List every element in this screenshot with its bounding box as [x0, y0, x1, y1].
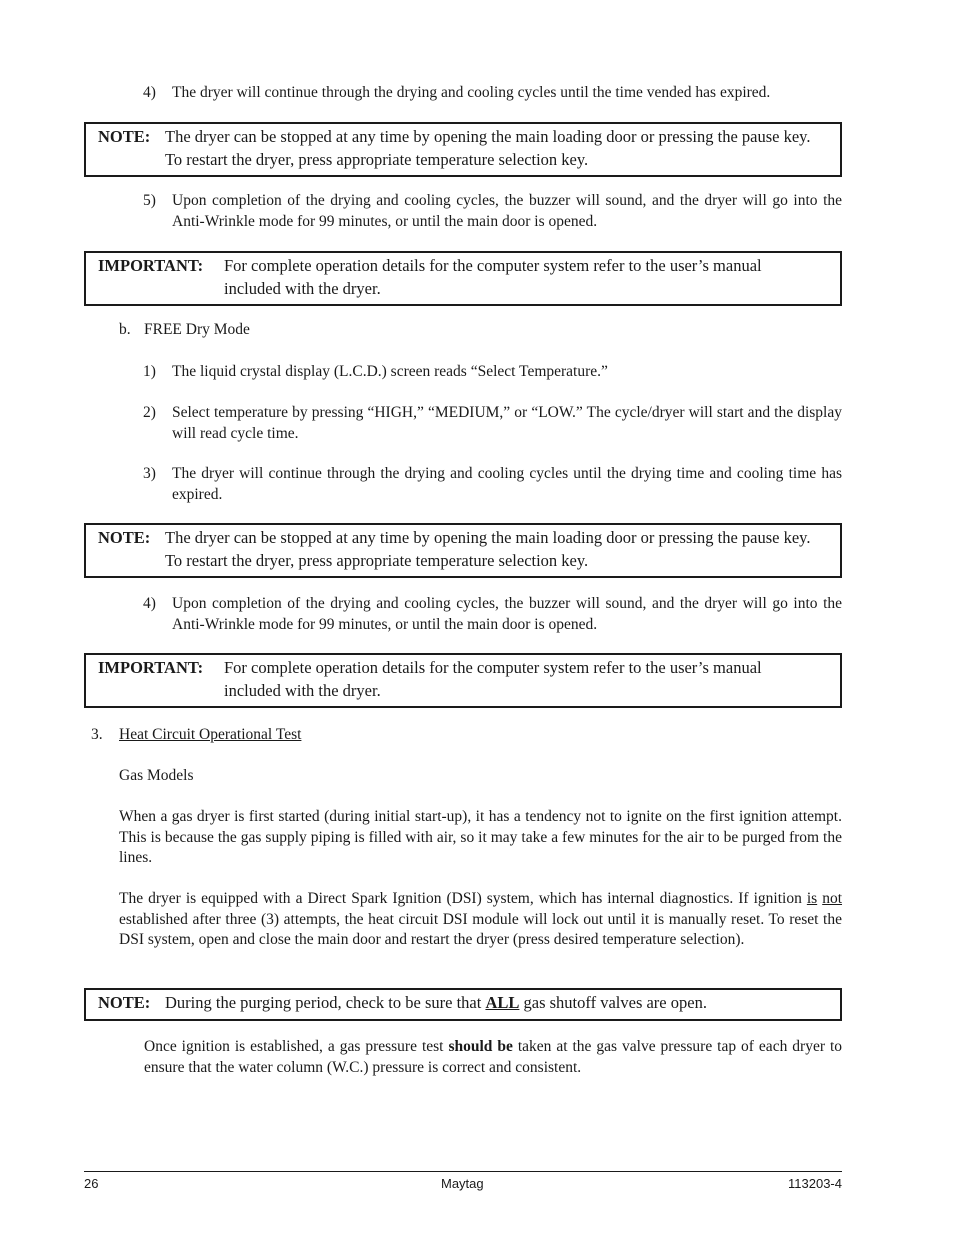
step-text: The dryer will continue through the drying and cooling cycles until the time vended has expired.: [172, 84, 771, 101]
section-number: 3.: [91, 726, 103, 743]
step-number: 5): [143, 192, 156, 209]
page-number: 26: [84, 1176, 99, 1191]
note-text: The dryer can be stopped at any time by opening the main loading door or pressing the pause key. To restart the dryer, press appropriate temperature selection key.: [165, 528, 811, 570]
important-text: For complete operation details for the computer system refer to the user’s manual included with the dryer.: [224, 658, 762, 700]
paragraph-dsi: The dryer is equipped with a Direct Spark Ignition (DSI) system, which has internal diagnostics. If ignition is not established after three (3) attempts, the heat circuit DSI module will lock out until it is manually reset. To reset the DSI system, open and close the main door and restart the dryer (press desired temperature selection).: [119, 890, 843, 948]
section-letter: b.: [119, 321, 131, 338]
paragraph-gas-pressure: Once ignition is established, a gas pressure test should be taken at the gas valve pressure tap of each dryer to ensure that the water column (W.C.) pressure is correct and consistent.: [144, 1038, 843, 1076]
footer-rule: [84, 1171, 842, 1172]
subheading-gas-models: Gas Models: [119, 767, 194, 784]
step-number: 4): [143, 595, 156, 612]
step-text: Upon completion of the drying and cooling cycles, the buzzer will sound, and the dryer will go into the Anti-Wrinkle mode for 99 minutes, or until the main door is opened.: [172, 192, 842, 230]
step-text: Upon completion of the drying and cooling cycles, the buzzer will sound, and the dryer will go into the Anti-Wrinkle mode for 99 minutes, or until the main door is opened.: [172, 595, 842, 633]
note-label: NOTE:: [98, 127, 151, 146]
important-box: [84, 653, 842, 708]
step-number: 1): [143, 363, 156, 380]
important-text: For complete operation details for the computer system refer to the user’s manual included with the dryer.: [224, 256, 762, 298]
note-box: [84, 988, 842, 1021]
emphasis-all: ALL: [485, 993, 520, 1012]
paragraph-purge: When a gas dryer is first started (during initial start-up), it has a tendency not to ignite on the first ignition attempt. This is because the gas supply piping is filled with air, so it may take a few minutes for the air to be purged from the lines.: [119, 808, 842, 866]
step-number: 3): [143, 465, 156, 482]
note-box: [84, 122, 842, 177]
step-text: Select temperature by pressing “HIGH,” “MEDIUM,” or “LOW.” The cycle/dryer will start and the display will read cycle time.: [172, 404, 842, 442]
section-title: Heat Circuit Operational Test: [119, 726, 302, 743]
note-label: NOTE:: [98, 993, 151, 1012]
important-label: IMPORTANT:: [98, 256, 204, 275]
note-text: The dryer can be stopped at any time by opening the main loading door or pressing the pause key. To restart the dryer, press appropriate temperature selection key.: [165, 127, 811, 169]
step-text: The liquid crystal display (L.C.D.) screen reads “Select Temperature.”: [172, 363, 608, 380]
document-number: 113203-4: [788, 1176, 842, 1191]
footer-brand: Maytag: [441, 1176, 484, 1191]
note-box: [84, 523, 842, 578]
section-title: FREE Dry Mode: [144, 321, 250, 338]
emphasis-is: is: [806, 890, 818, 907]
step-number: 2): [143, 404, 156, 421]
step-text: The dryer will continue through the drying and cooling cycles until the drying time and cooling time has expired.: [172, 465, 842, 503]
note-label: NOTE:: [98, 528, 151, 547]
important-box: [84, 251, 842, 306]
note-text: During the purging period, check to be sure that ALL gas shutoff valves are open.: [165, 993, 707, 1012]
emphasis-should-be: should be: [448, 1038, 513, 1055]
important-label: IMPORTANT:: [98, 658, 204, 677]
emphasis-not: not: [822, 890, 843, 907]
step-number: 4): [143, 84, 156, 101]
